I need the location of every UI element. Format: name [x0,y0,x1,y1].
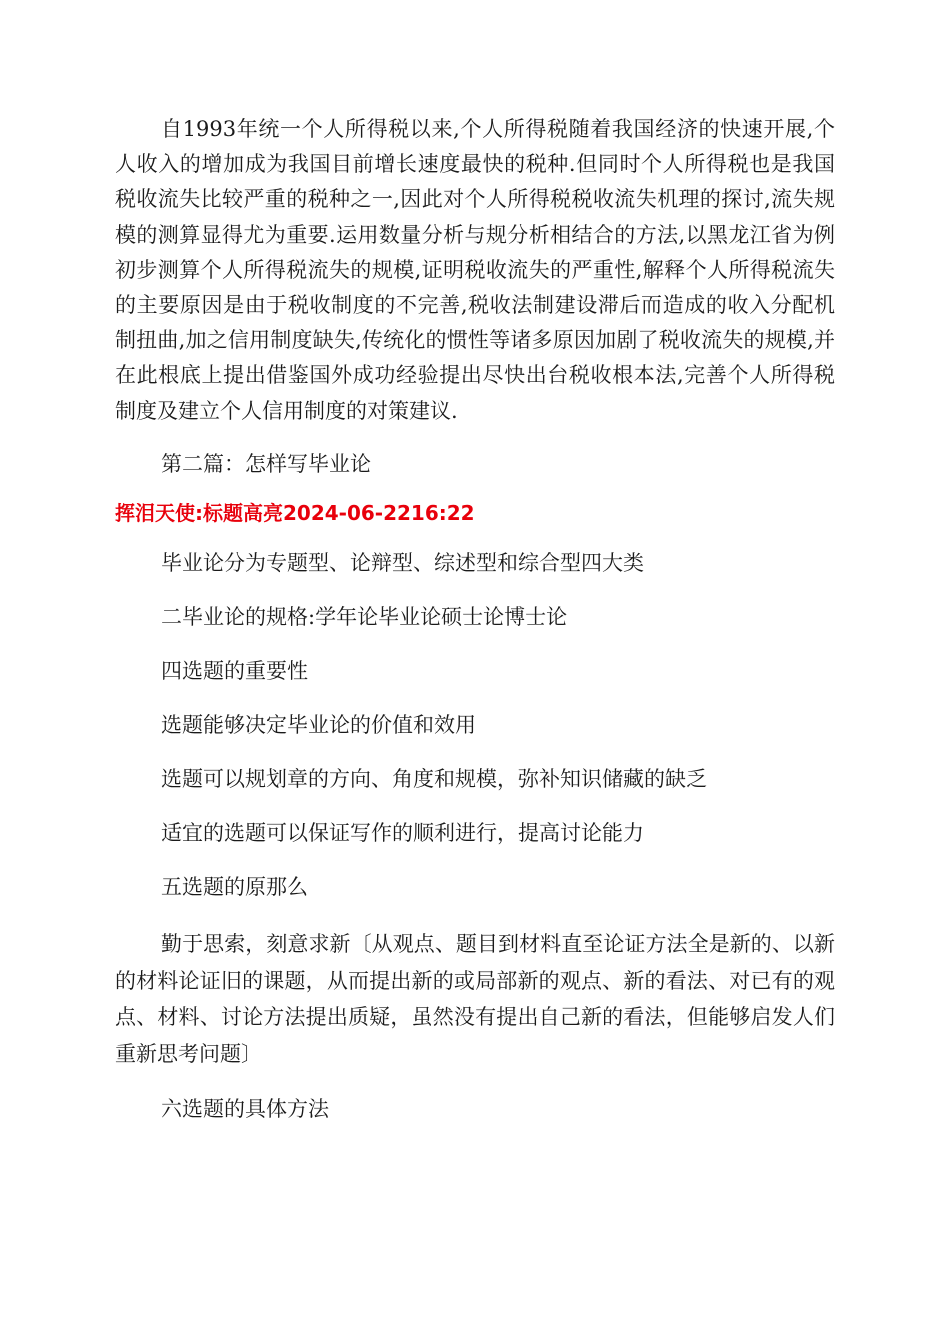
section-title: 第二篇：怎样写毕业论 [161,451,371,476]
list-item: 二毕业论的规格:学年论毕业论硕士论博士论 [161,605,568,630]
list-item: 选题可以规划章的方向、角度和规模，弥补知识储藏的缺乏 [161,767,707,792]
document-page [115,112,835,1124]
intro-paragraph: 自1993年统一个人所得税以来,个人所得税随着我国经济的快速开展,个人收入的增加成为我国目前增长速度最快的税种.但同时个人所得税也是我国税收流失比较严重的税种之一,因此对个人所得税税收流失机理的探讨,流失规模的测算显得尤为重要.运用数量分析与规分析相结合的方法,以黑龙江省为例初步测算个人所得税流失的规模,证明税收流失的严重性,解释个人所得税流失的主要原因是由于税收制度的不完善,税收法制建设滞后而造成的收入分配机制扭曲,加之信用制度缺失,传统化的惯性等诸多原因加剧了税收流失的规模,并在此根底上提出借鉴国外成功经验提出尽快出台税收根本法,完善个人所得税制度及建立个人信用制度的对策建议. [115,117,835,423]
list-item: 毕业论分为专题型、论辩型、综述型和综合型四大类 [161,551,644,576]
list-item: 五选题的原那么 [161,875,308,900]
final-item: 六选题的具体方法 [161,1097,329,1122]
highlight-line: 挥泪天使:标题高亮2024-06-2216:22 [115,501,475,526]
list-item: 适宜的选题可以保证写作的顺利进行，提高讨论能力 [161,821,644,846]
long-paragraph: 勤于思索，刻意求新〔从观点、题目到材料直至论证方法全是新的、以新的材料论证旧的课题，从而提出新的或局部新的观点、新的看法、对已有的观点、材料、讨论方法提出质疑，虽然没有提出自己新的看法，但能够启发人们重新思考问题〕 [115,932,835,1066]
list-item: 选题能够决定毕业论的价值和效用 [161,713,476,738]
list-item: 四选题的重要性 [161,659,308,684]
